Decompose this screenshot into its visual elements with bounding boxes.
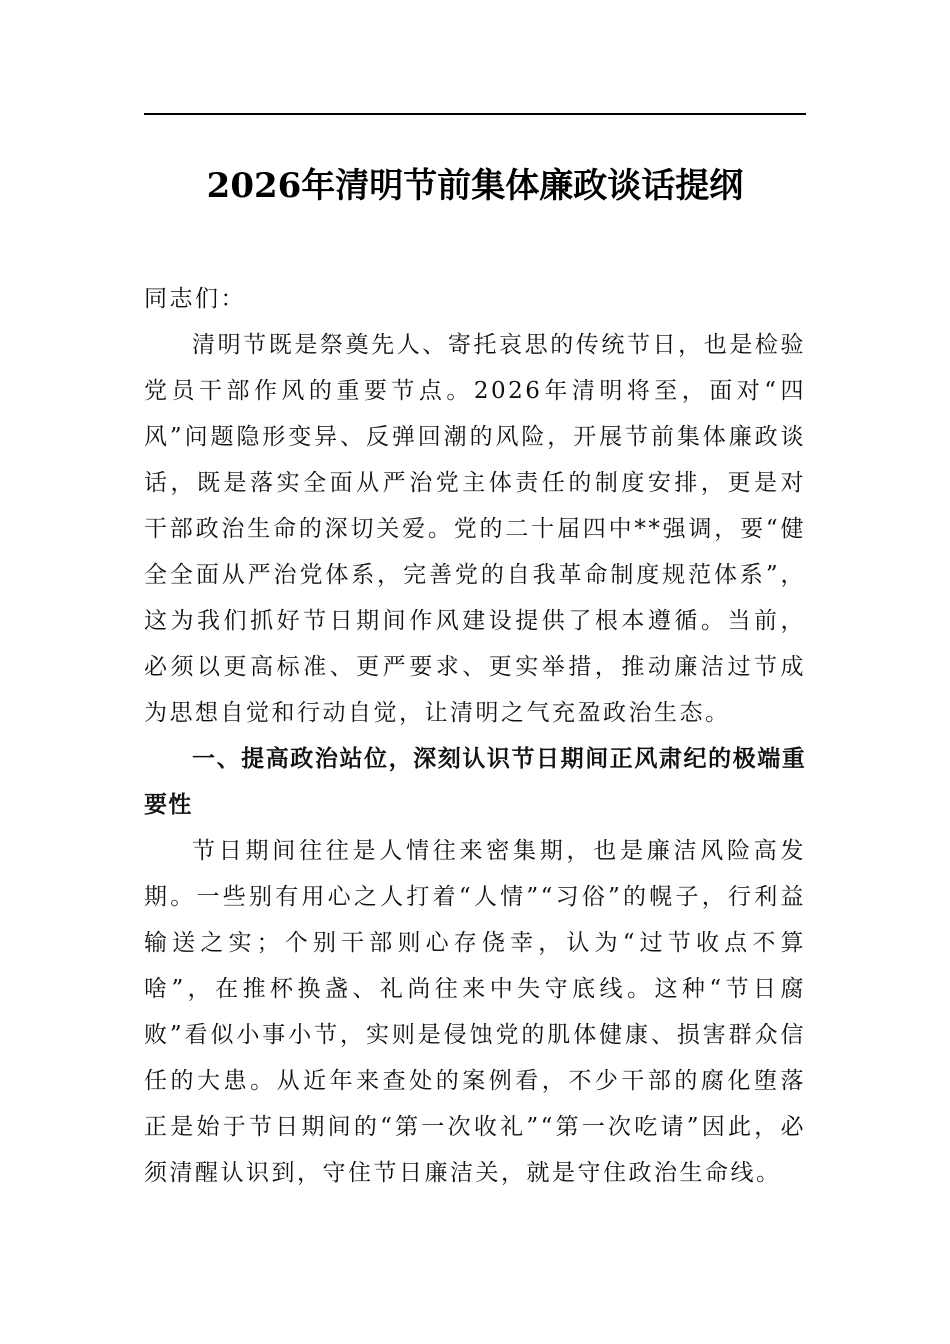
document-title: 2026年清明节前集体廉政谈话提纲	[206, 166, 744, 206]
section-heading: 一、提高政治站位，深刻认识节日期间正风肃纪的极端重要性	[144, 746, 806, 818]
intro-paragraph: 清明节既是祭奠先人、寄托哀思的传统节日，也是检验党员干部作风的重要节点。2026年清明将至，面对“四风”问题隐形变异、反弹回潮的风险，开展节前集体廉政谈话，既是落实全面从严治党主体责任的制度安排，更是对干部政治生命的深切关爱。党的二十届四中**强调，要“健全全面从严治党体系，完善党的自我革命制度规范体系”，这为我们抓好节日期间作风建设提供了根本遵循。当前，必须以更高标准、更严要求、更实举措，推动廉洁过节成为思想自觉和行动自觉，让清明之气充盈政治生态。	[144, 332, 806, 726]
salutation: 同志们：	[144, 286, 246, 312]
section-paragraph: 节日期间往往是人情往来密集期，也是廉洁风险高发期。一些别有用心之人打着“人情”“习俗”的幌子，行利益输送之实；个别干部则心存侥幸，认为“过节收点不算啥”，在推杯换盏、礼尚往来中失守底线。这种“节日腐败”看似小事小节，实则是侵蚀党的肌体健康、损害群众信任的大患。从近年来查处的案例看，不少干部的腐化堕落正是始于节日期间的“第一次收礼”“第一次吃请”因此，必须清醒认识到，守住节日廉洁关，就是守住政治生命线。	[144, 838, 806, 1186]
document-body	[144, 276, 806, 1196]
header-rule	[144, 113, 806, 115]
